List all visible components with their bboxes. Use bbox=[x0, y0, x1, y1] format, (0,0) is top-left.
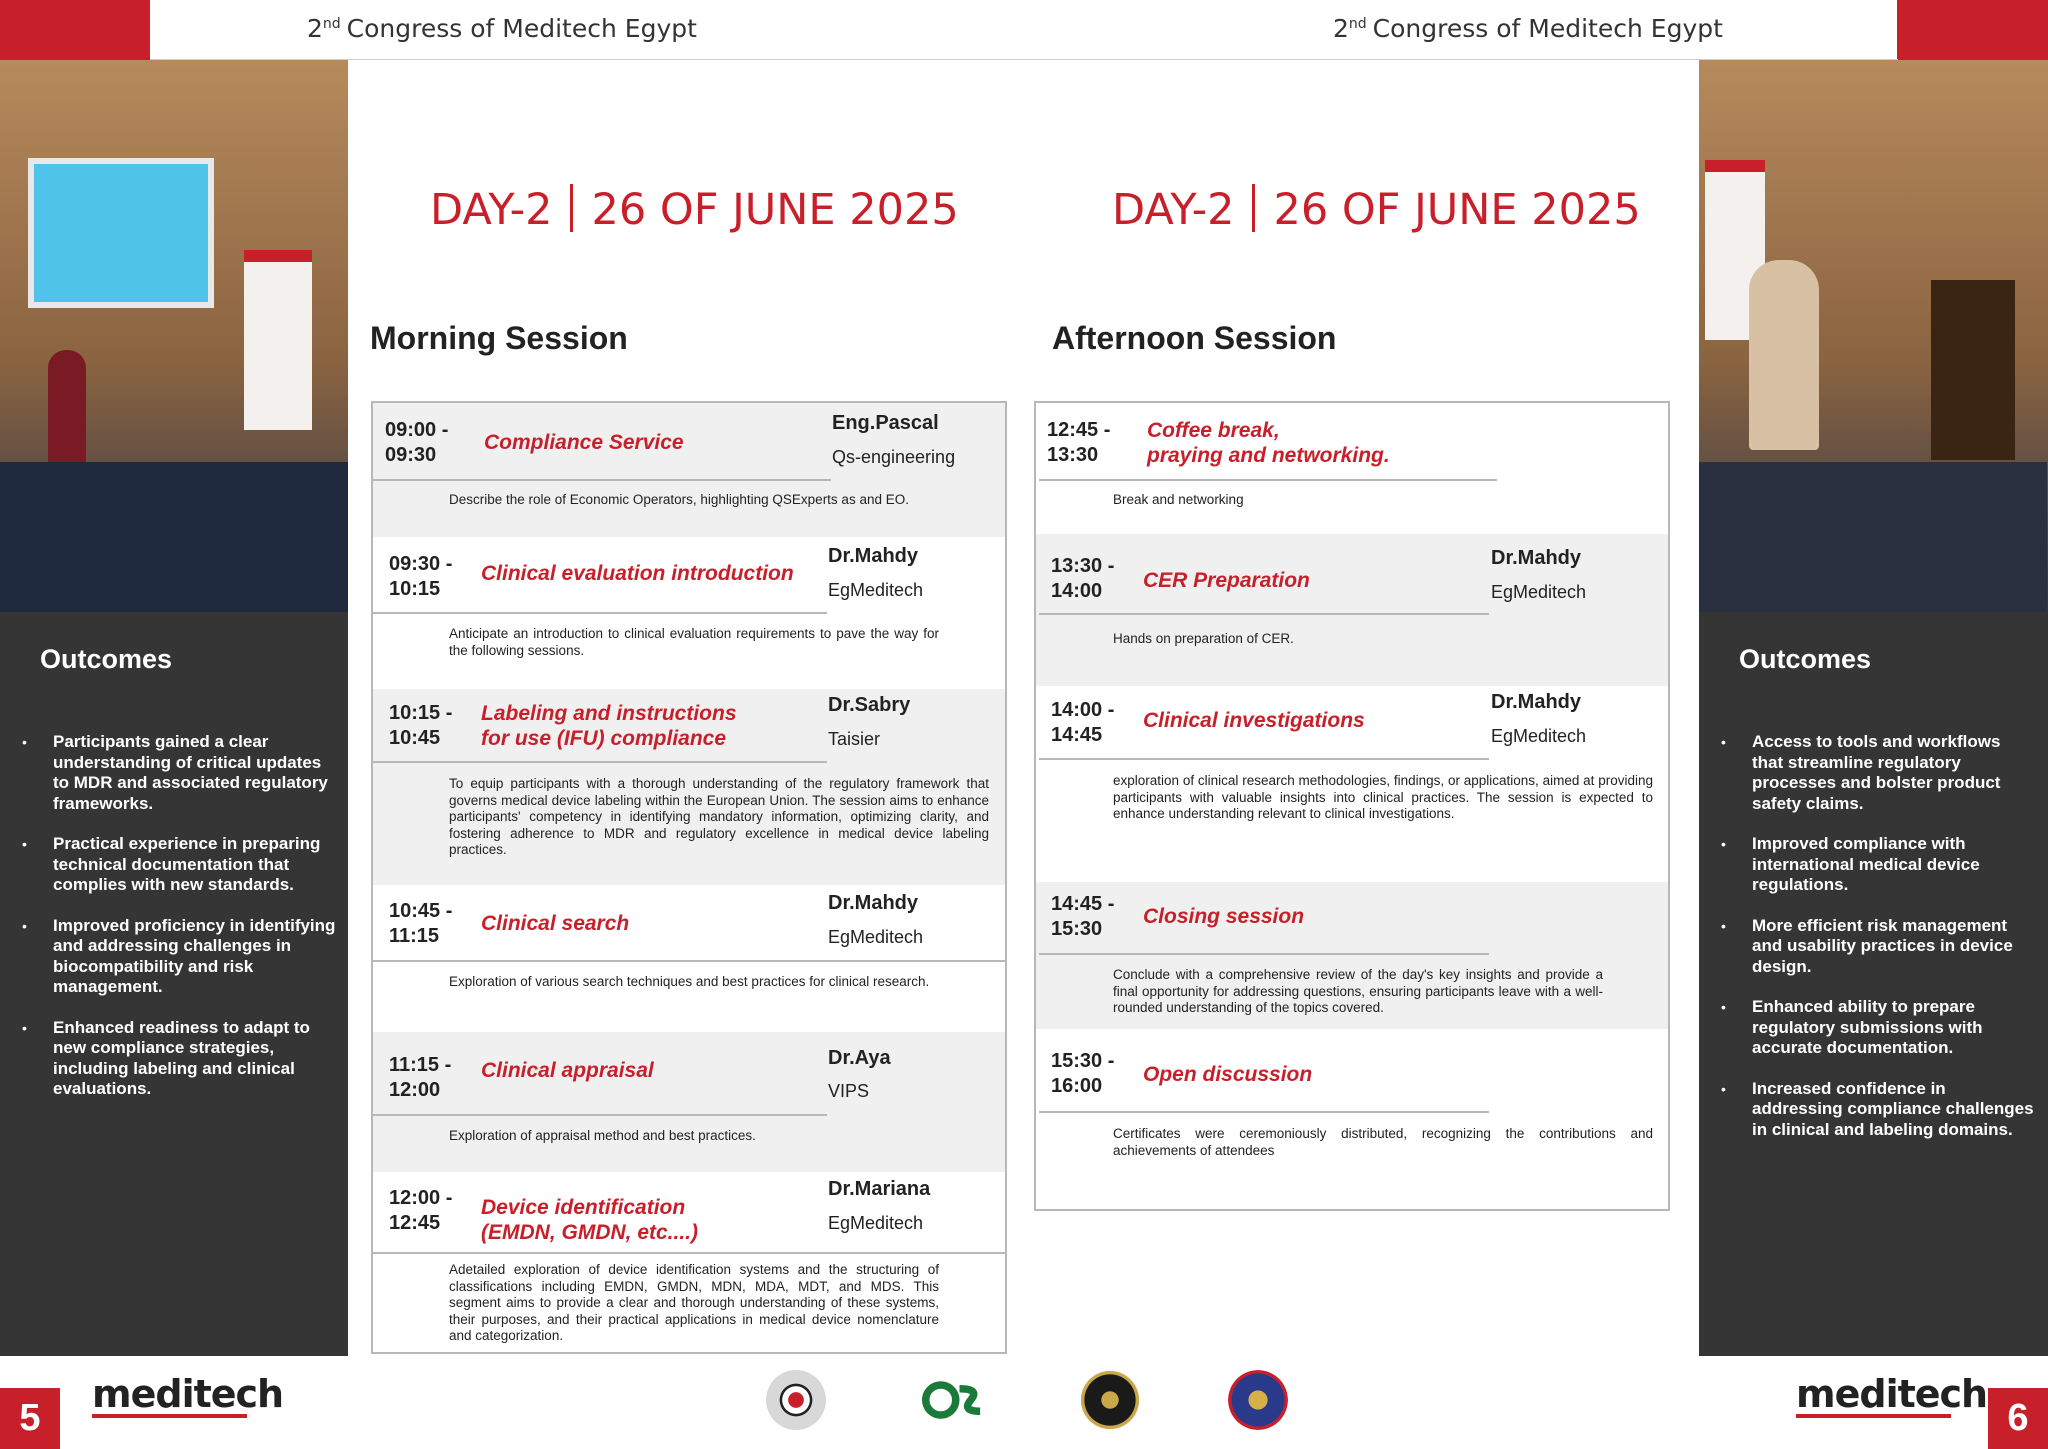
podium bbox=[1931, 280, 2015, 460]
session-time: 14:45 - 15:30 bbox=[1051, 893, 1115, 940]
egypt-emblem-logo bbox=[766, 1370, 826, 1430]
speaker-org: EgMeditech bbox=[1491, 582, 1587, 602]
session-topic: Closing session bbox=[1143, 905, 1305, 928]
day-date: 26 OF JUNE 2025 bbox=[1273, 185, 1641, 235]
outcomes-list bbox=[1699, 732, 2048, 1160]
session-time: 14:00 - 14:45 bbox=[1051, 699, 1115, 746]
day-separator bbox=[1252, 184, 1255, 232]
morning-schedule bbox=[371, 401, 1007, 1354]
header-title-text: Congress of Meditech Egypt bbox=[1372, 14, 1723, 43]
session-time: 10:45 - 11:15 bbox=[389, 900, 453, 947]
row-divider bbox=[373, 479, 831, 481]
session-topic: Clinical investigations bbox=[1143, 709, 1365, 732]
session-description: Anticipate an introduction to clinical evaluation requirements to pave the way for the following sessions. bbox=[449, 626, 939, 658]
row-divider bbox=[373, 761, 827, 763]
schedule-row bbox=[1036, 403, 1668, 534]
header-number: 2 bbox=[307, 14, 323, 43]
day-title-left bbox=[430, 184, 959, 235]
outcome-item: • Improved compliance with international medical device regulations. bbox=[1699, 834, 2048, 896]
row-divider bbox=[1039, 1111, 1489, 1113]
outcome-item: • Participants gained a clear understanding of critical updates to MDR and associated regulatory frameworks. bbox=[0, 732, 348, 814]
session-time: 09:00 - 09:30 bbox=[385, 419, 449, 466]
outcome-item: • Enhanced ability to prepare regulatory submissions with accurate documentation. bbox=[1699, 997, 2048, 1059]
session-time: 15:30 - 16:00 bbox=[1051, 1050, 1115, 1097]
afternoon-session-title: Afternoon Session bbox=[1052, 320, 1337, 356]
session-topic: Device identification (EMDN, GMDN, etc....) bbox=[481, 1196, 699, 1244]
schedule-row bbox=[1036, 686, 1668, 882]
speaker-name: Dr.Aya bbox=[828, 1047, 891, 1069]
session-time: 12:00 - 12:45 bbox=[389, 1187, 453, 1234]
speaker-org: EgMeditech bbox=[828, 1213, 924, 1233]
speaker-name: Dr.Mahdy bbox=[1491, 547, 1582, 569]
event-photo-left bbox=[0, 60, 348, 612]
session-description: Certificates were ceremoniously distributed, recognizing the contributions and achievements of attendees bbox=[1113, 1126, 1653, 1158]
session-time: 13:30 - 14:00 bbox=[1051, 555, 1115, 602]
meditech-logo-text: meditech bbox=[1796, 1372, 1988, 1416]
session-time: 12:45 - 13:30 bbox=[1047, 419, 1111, 466]
session-description: exploration of clinical research methodologies, findings, or applications, aimed at providing participants with valuable insights into clinical practices. The session is expected to enhance understanding relevant to clinical investigations. bbox=[1113, 773, 1653, 821]
session-topic: Compliance Service bbox=[484, 431, 684, 454]
speaker-figure bbox=[1749, 260, 1819, 450]
speaker-org: VIPS bbox=[828, 1081, 870, 1101]
outcome-item: • More efficient risk management and usability practices in device design. bbox=[1699, 916, 2048, 978]
afternoon-schedule bbox=[1034, 401, 1670, 1211]
row-divider bbox=[373, 960, 1007, 962]
session-topic: Labeling and instructions for use (IFU) compliance bbox=[481, 702, 737, 750]
speaker-org: Taisier bbox=[828, 729, 881, 749]
day-label: DAY-2 bbox=[430, 185, 553, 235]
outcome-item: • Enhanced readiness to adapt to new compliance strategies, including labeling and clinical evaluations. bbox=[0, 1018, 348, 1100]
outcome-item: • Access to tools and workflows that streamline regulatory processes and bolster product safety claims. bbox=[1699, 732, 2048, 814]
audience-tables bbox=[1699, 462, 2047, 612]
session-time: 10:15 - 10:45 bbox=[389, 702, 453, 749]
schedule-row bbox=[373, 1032, 1005, 1172]
speaker-name: Dr.Mariana bbox=[828, 1178, 931, 1200]
session-description: Hands on preparation of CER. bbox=[1113, 631, 1294, 646]
header-title-right bbox=[1333, 14, 1723, 43]
session-topic: Open discussion bbox=[1143, 1063, 1313, 1086]
speaker-name: Dr.Mahdy bbox=[828, 545, 919, 567]
session-topic: Clinical evaluation introduction bbox=[481, 562, 794, 585]
meditech-logo-text: meditech bbox=[92, 1372, 284, 1416]
session-description: Describe the role of Economic Operators, highlighting QSExperts as and EO. bbox=[449, 492, 909, 507]
schedule-row bbox=[373, 403, 1005, 537]
session-description: To equip participants with a thorough understanding of the regulatory framework that governs medical device labeling within the European Union. The session aims to enhance participants' competency in identifying mandatory information, optimizing clarity, and fostering adherence to MDR and regulatory excellence in medical device labeling practices. bbox=[449, 776, 989, 857]
row-divider bbox=[373, 612, 827, 614]
session-topic: Coffee break, praying and networking. bbox=[1147, 419, 1390, 467]
speaker-org: Qs-engineering bbox=[832, 447, 956, 467]
page-number-right: 6 bbox=[1988, 1388, 2048, 1449]
speaker-org: EgMeditech bbox=[1491, 726, 1587, 746]
row-divider bbox=[1039, 758, 1489, 760]
speaker-name: Dr.Sabry bbox=[828, 694, 911, 716]
header-title-left bbox=[307, 14, 697, 43]
outcomes-title: Outcomes bbox=[40, 644, 173, 674]
day-date: 26 OF JUNE 2025 bbox=[591, 185, 959, 235]
day-label: DAY-2 bbox=[1112, 185, 1235, 235]
header-divider bbox=[150, 59, 1898, 60]
schedule-row bbox=[373, 689, 1005, 885]
session-time: 11:15 - 12:00 bbox=[389, 1054, 452, 1101]
session-description: Exploration of various search techniques and best practices for clinical research. bbox=[449, 974, 930, 989]
page-number-left: 5 bbox=[0, 1388, 60, 1449]
speaker-name: Eng.Pascal bbox=[832, 412, 939, 434]
outcome-item: • Improved proficiency in identifying and addressing challenges in biocompatibility and risk management. bbox=[0, 916, 348, 998]
session-time: 09:30 - 10:15 bbox=[389, 553, 453, 600]
row-divider bbox=[1039, 479, 1497, 481]
schedule-row bbox=[1036, 882, 1668, 1029]
schedule-row bbox=[1036, 1029, 1668, 1209]
session-description: Exploration of appraisal method and best practices. bbox=[449, 1128, 756, 1143]
projector-screen bbox=[28, 158, 214, 308]
speaker-org: EgMeditech bbox=[828, 580, 924, 600]
session-topic: CER Preparation bbox=[1143, 569, 1310, 592]
outcomes-panel-left bbox=[0, 612, 348, 1356]
header-sup: nd bbox=[322, 16, 341, 32]
upa-logo bbox=[1228, 1370, 1288, 1430]
schedule-row bbox=[373, 537, 1005, 689]
speaker-org: EgMeditech bbox=[828, 927, 924, 947]
meditech-logo-left bbox=[92, 1372, 283, 1418]
eda-logo bbox=[1080, 1370, 1140, 1430]
row-divider bbox=[1039, 953, 1489, 955]
session-description: Adetailed exploration of device identification systems and the structuring of classifications including EMDN, GMDN, MDN, MDA, MDT, and MDS. This segment aims to provide a clear and thorough understanding of these systems, their purposes, and their practical applications in medical device nomenclature and categorization. bbox=[449, 1262, 939, 1343]
audience-tables bbox=[0, 462, 348, 612]
outcomes-panel-right bbox=[1699, 612, 2048, 1356]
outcome-item: • Increased confidence in addressing compliance challenges in clinical and labeling domains. bbox=[1699, 1079, 2048, 1141]
row-divider bbox=[373, 1252, 1007, 1254]
morning-session-title: Morning Session bbox=[370, 320, 628, 356]
schedule-row bbox=[373, 1172, 1005, 1352]
qs-logo bbox=[922, 1370, 982, 1430]
schedule-row bbox=[373, 885, 1005, 1032]
schedule-row bbox=[1036, 534, 1668, 686]
header-title-text: Congress of Meditech Egypt bbox=[346, 14, 697, 43]
speaker-name: Dr.Mahdy bbox=[828, 892, 919, 914]
session-topic: Clinical search bbox=[481, 912, 630, 935]
event-photo-right bbox=[1699, 60, 2048, 612]
session-description: Break and networking bbox=[1113, 492, 1244, 507]
outcomes-list bbox=[0, 732, 348, 1120]
row-divider bbox=[373, 1114, 827, 1116]
outcome-item: • Practical experience in preparing technical documentation that complies with new standards. bbox=[0, 834, 348, 896]
session-description: Conclude with a comprehensive review of the day's key insights and provide a final opportunity for addressing questions, ensuring participants leave with a well-rounded understanding of the topics covered. bbox=[1113, 967, 1603, 1015]
meditech-logo-right bbox=[1796, 1372, 1987, 1418]
rollup-banner bbox=[244, 250, 312, 430]
speaker-name: Dr.Mahdy bbox=[1491, 691, 1582, 713]
header-number: 2 bbox=[1333, 14, 1349, 43]
session-topic: Clinical appraisal bbox=[481, 1059, 654, 1082]
outcomes-title: Outcomes bbox=[1739, 644, 1872, 674]
header-sup: nd bbox=[1348, 16, 1367, 32]
row-divider bbox=[1039, 613, 1489, 615]
speaker-figure bbox=[48, 350, 86, 480]
day-title-right bbox=[1112, 184, 1641, 235]
day-separator bbox=[570, 184, 573, 232]
